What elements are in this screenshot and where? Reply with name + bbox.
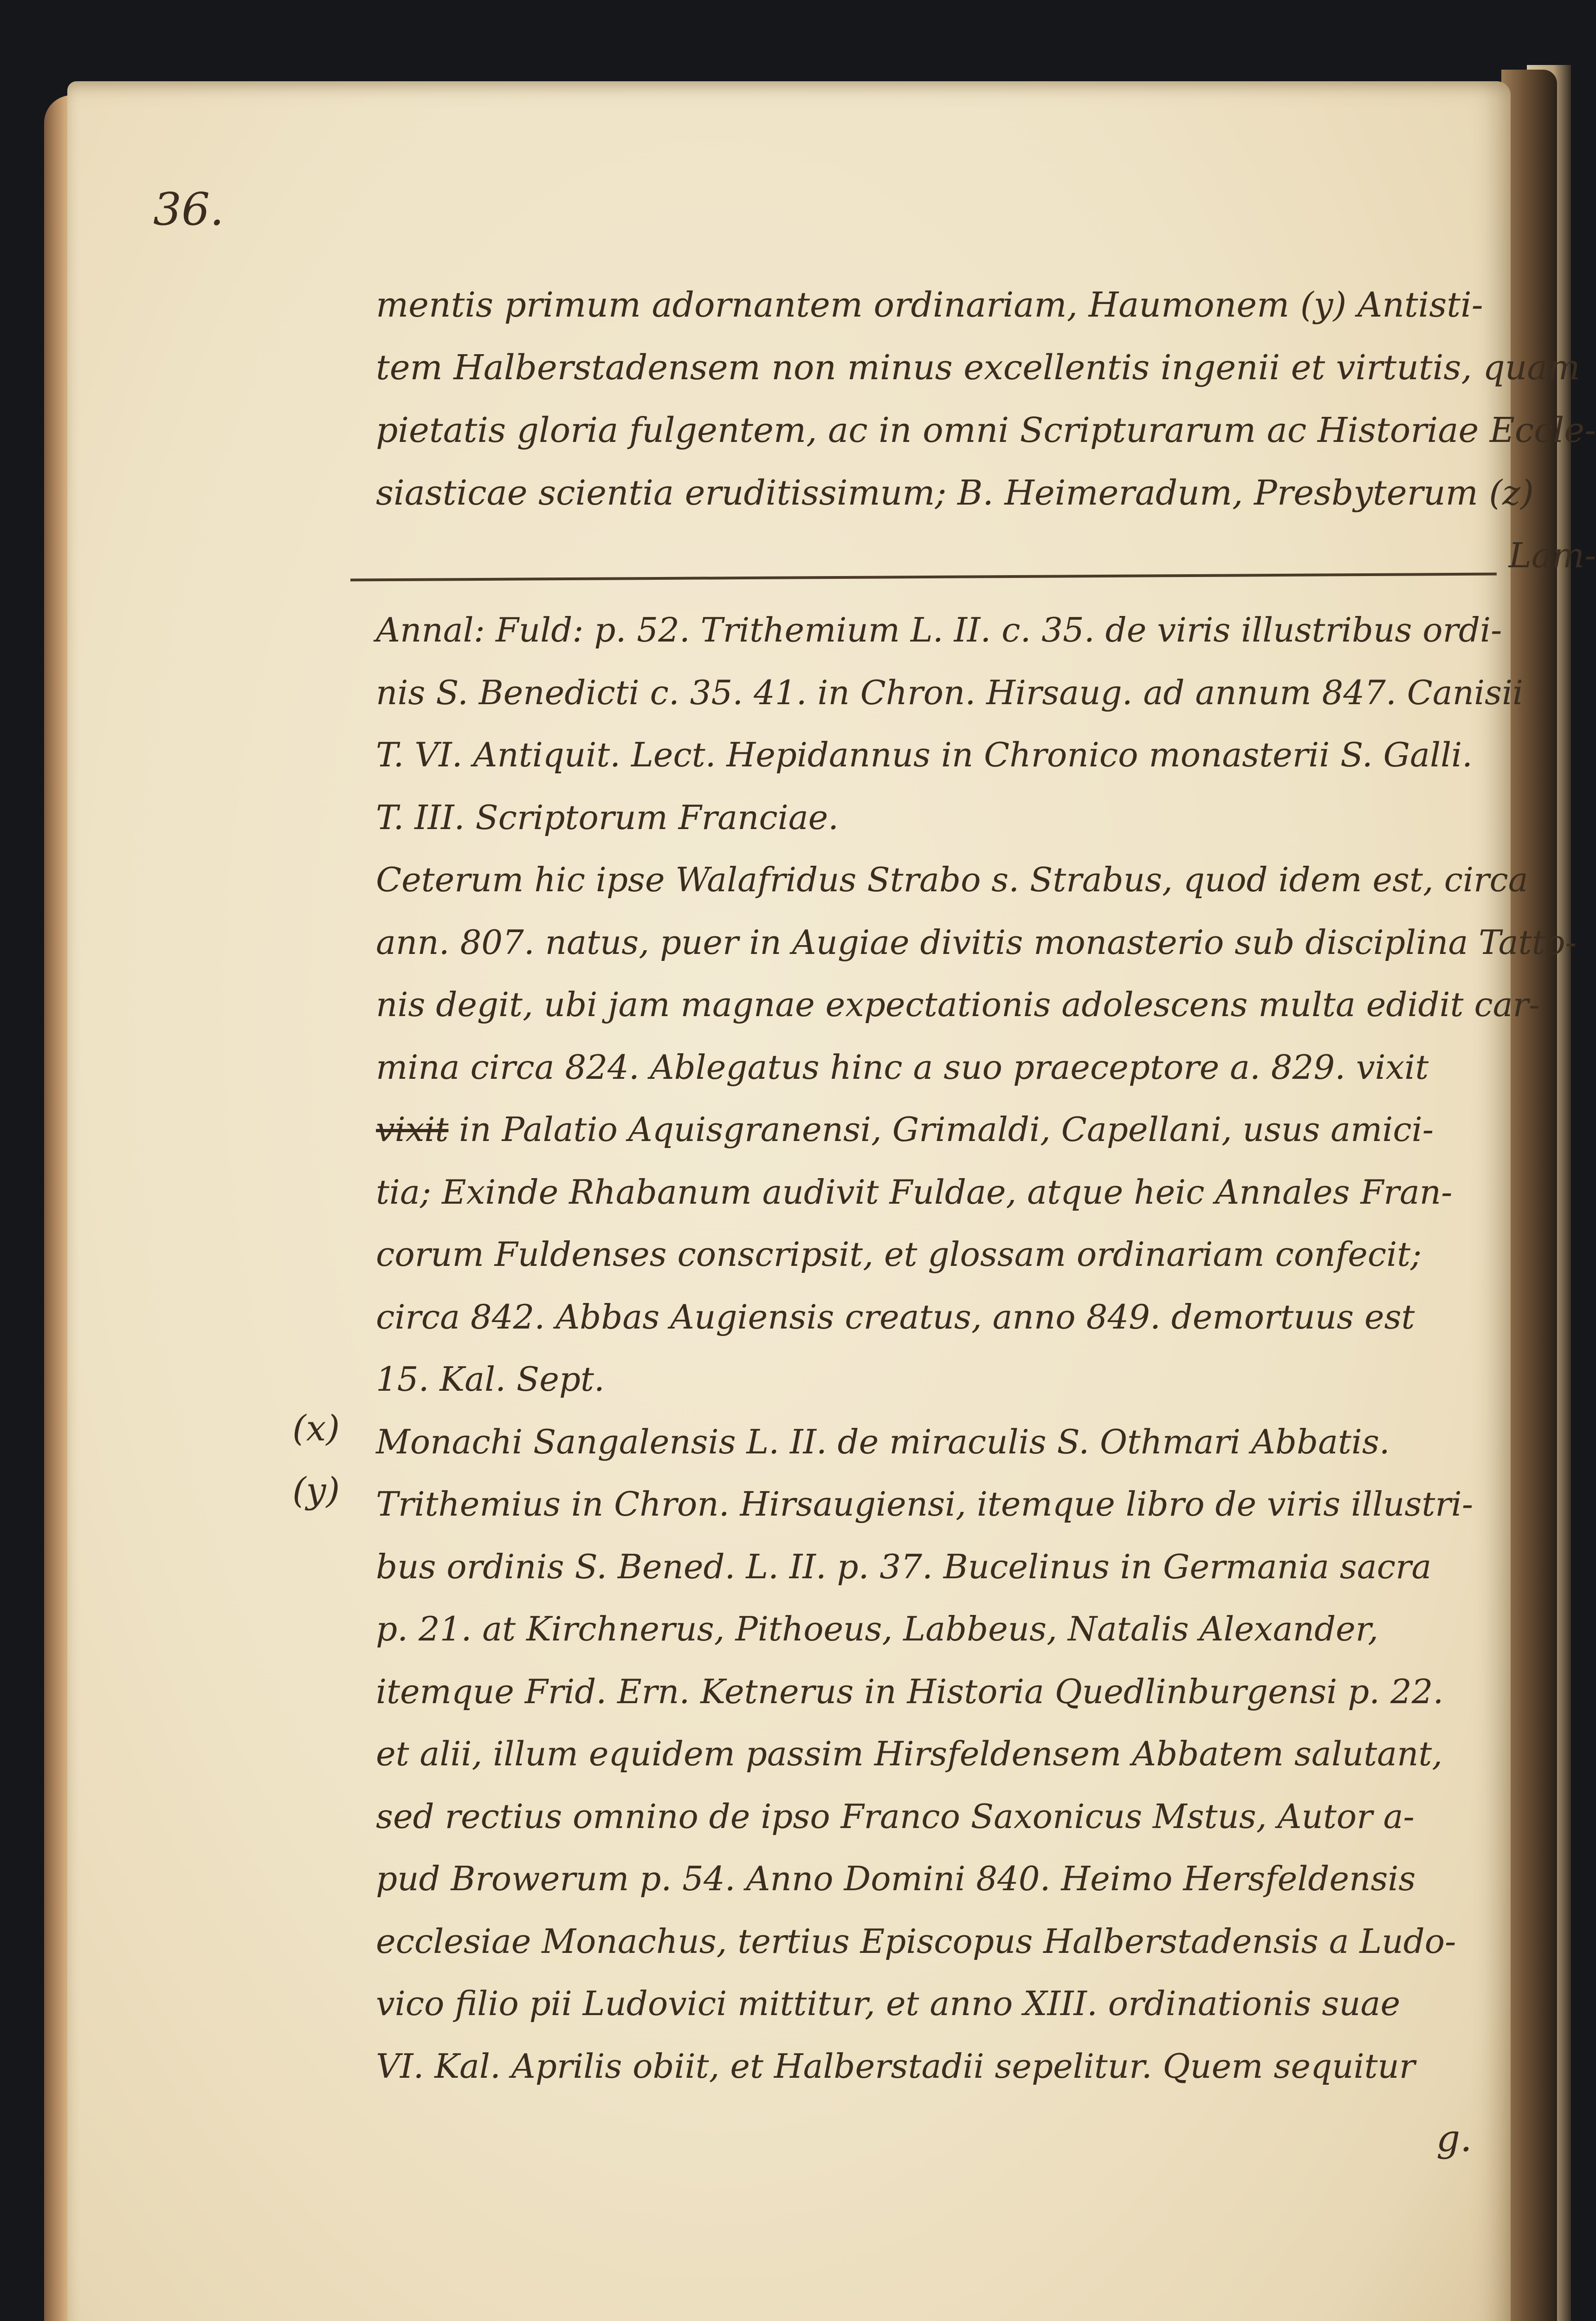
- catchword: g.: [1436, 2117, 1472, 2160]
- note-line: corum Fuldenses conscripsit, et glossam ordinariam confecit;: [376, 1235, 1422, 1274]
- footnote-y-line: vico filio pii Ludovici mittitur, et anno XIII. ordinationis suae: [376, 1984, 1401, 2023]
- note-line: nis degit, ubi jam magnae expectationis adolescens multa edidit car-: [376, 985, 1540, 1024]
- note-line: Annal: Fuld: p. 52. Trithemium L. II. c. 35. de viris illustribus ordi-: [376, 610, 1502, 649]
- footnote-y-line: Trithemius in Chron. Hirsaugiensi, itemque libro de viris illustri-: [376, 1485, 1473, 1524]
- note-line-with-strike: [376, 1098, 1577, 1161]
- footnote-y-line: itemque Frid. Ern. Ketnerus in Historia Quedlinburgensi p. 22.: [376, 1672, 1444, 1711]
- main-text-line: tem Halberstadensem non minus excellentis ingenii et virtutis, quam: [376, 348, 1580, 388]
- footnote-y-line: ecclesiae Monachus, tertius Episcopus Halberstadensis a Ludo-: [376, 1921, 1456, 1961]
- footnote-y-line: et alii, illum equidem passim Hirsfeldensem Abbatem salutant,: [376, 1734, 1443, 1773]
- note-line: T. VI. Antiquit. Lect. Hepidannus in Chronico monasterii S. Galli.: [376, 735, 1473, 774]
- struck-word: vixit: [376, 1110, 449, 1149]
- footnote-x-marker: (x): [292, 1407, 340, 1449]
- note-line: tia; Exinde Rhabanum audivit Fuldae, atque heic Annales Fran-: [376, 1172, 1453, 1212]
- note-line: mina circa 824. Ablegatus hinc a suo praeceptore a. 829. vixit: [376, 1047, 1429, 1087]
- main-text-line: siasticae scientia eruditissimum; B. Heimeradum, Presbyterum (z): [376, 473, 1534, 513]
- note-line: ann. 807. natus, puer in Augiae divitis monasterio sub disciplina Tatto-: [376, 922, 1577, 962]
- main-text-line: mentis primum adornantem ordinariam, Haumonem (y) Antisti-: [376, 285, 1483, 325]
- note-line: nis S. Benedicti c. 35. 41. in Chron. Hirsaug. ad annum 847. Canisii: [376, 673, 1524, 712]
- footnote-y-marker: (y): [292, 1470, 340, 1511]
- main-text: [376, 274, 1596, 587]
- main-text-line: pietatis gloria fulgentem, ac in omni Scripturarum ac Historiae Eccle-: [376, 410, 1596, 450]
- footnote-y-line: VI. Kal. Aprilis obiit, et Halberstadii sepelitur. Quem sequitur: [376, 2046, 1415, 2086]
- footnote-y-line: p. 21. at Kirchnerus, Pithoeus, Labbeus, Natalis Alexander,: [376, 1609, 1379, 1648]
- note-line: in Palatio Aquisgranensi, Grimaldi, Capellani, usus amici-: [459, 1110, 1434, 1149]
- note-line: 15. Kal. Sept.: [376, 1360, 605, 1399]
- footnote-y-line: sed rectius omnino de ipso Franco Saxonicus Mstus, Autor a-: [376, 1796, 1415, 1836]
- page-number: 36.: [153, 183, 224, 235]
- note-line: circa 842. Abbas Augiensis creatus, anno 849. demortuus est: [376, 1297, 1415, 1336]
- footnote-continuation: [376, 599, 1577, 2097]
- note-line: Ceterum hic ipse Walafridus Strabo s. Strabus, quod idem est, circa: [376, 860, 1528, 899]
- footnote-y-line: pud Browerum p. 54. Anno Domini 840. Heimo Hersfeldensis: [376, 1859, 1416, 1898]
- note-line: T. III. Scriptorum Franciae.: [376, 797, 839, 837]
- footnote-y-line: bus ordinis S. Bened. L. II. p. 37. Bucelinus in Germania sacra: [376, 1547, 1432, 1586]
- main-text-tail: Lam-: [1508, 536, 1596, 576]
- footnote-x-line: Monachi Sangalensis L. II. de miraculis S. Othmari Abbatis.: [376, 1422, 1390, 1461]
